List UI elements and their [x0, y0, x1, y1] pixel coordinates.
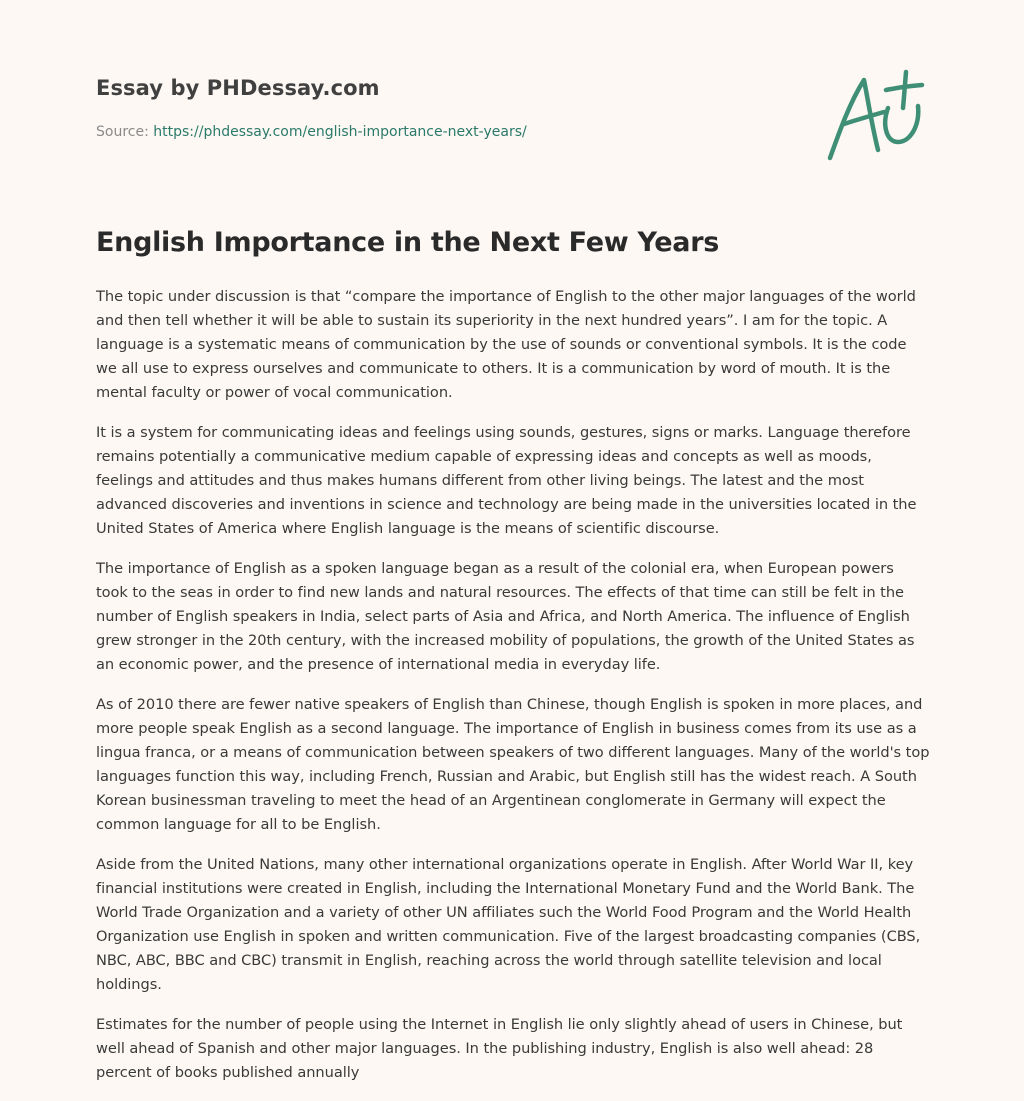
- site-brand: Essay by PHDessay.com: [96, 76, 380, 100]
- source-label: Source:: [96, 124, 149, 140]
- essay-body: [96, 285, 930, 1101]
- essay-paragraph: Estimates for the number of people using the Internet in English lie only slightly ahead of users in Chinese, but well ahead of Spanish and other major languages. In the publishing industry, English is also well ahead: 28 percent of books published annually: [96, 1016, 903, 1081]
- essay-paragraph: The topic under discussion is that “compare the importance of English to the other major languages of the world and then tell whether it will be able to sustain its superiority in the next hundred years”. I am for the topic. A language is a systematic means of communication by the use of sounds or conventional symbols. It is the code we all use to express ourselves and communicate to others. It is a communication by word of mouth. It is the mental faculty or power of vocal communication.: [96, 288, 916, 401]
- source-line: [96, 124, 527, 140]
- source-link[interactable]: https://phdessay.com/english-importance-next-years/: [153, 124, 527, 140]
- essay-title: English Importance in the Next Few Years: [96, 227, 719, 258]
- essay-paragraph: As of 2010 there are fewer native speakers of English than Chinese, though English is spoken in more places, and more people speak English as a second language. The importance of English in business comes from its use as a lingua franca, or a means of communication between speakers of two different languages. Many of the world's top languages function this way, including French, Russian and Arabic, but English still has the widest reach. A South Korean businessman traveling to meet the head of an Argentinean conglomerate in Germany will expect the common language for all to be English.: [96, 696, 930, 833]
- a-plus-logo-icon: [826, 66, 926, 166]
- essay-paragraph: It is a system for communicating ideas and feelings using sounds, gestures, signs or marks. Language therefore remains potentially a communicative medium capable of expressing ideas and concepts as well as moods, feelings and attitudes and thus makes humans different from other living beings. The latest and the most advanced discoveries and inventions in science and technology are being made in the universities located in the United States of America where English language is the means of scientific discourse.: [96, 424, 917, 537]
- essay-paragraph: Aside from the United Nations, many other international organizations operate in English. After World War II, key financial institutions were created in English, including the International Monetary Fund and the World Bank. The World Trade Organization and a variety of other UN affiliates such the World Food Program and the World Health Organization use English in spoken and written communication. Five of the largest broadcasting companies (CBS, NBC, ABC, BBC and CBC) transmit in English, reaching across the world through satellite television and local holdings.: [96, 856, 921, 993]
- essay-paragraph: The importance of English as a spoken language began as a result of the colonial era, when European powers took to the seas in order to find new lands and natural resources. The effects of that time can still be felt in the number of English speakers in India, select parts of Asia and Africa, and North America. The influence of English grew stronger in the 20th century, with the increased mobility of populations, the growth of the United States as an economic power, and the presence of international media in everyday life.: [96, 560, 915, 673]
